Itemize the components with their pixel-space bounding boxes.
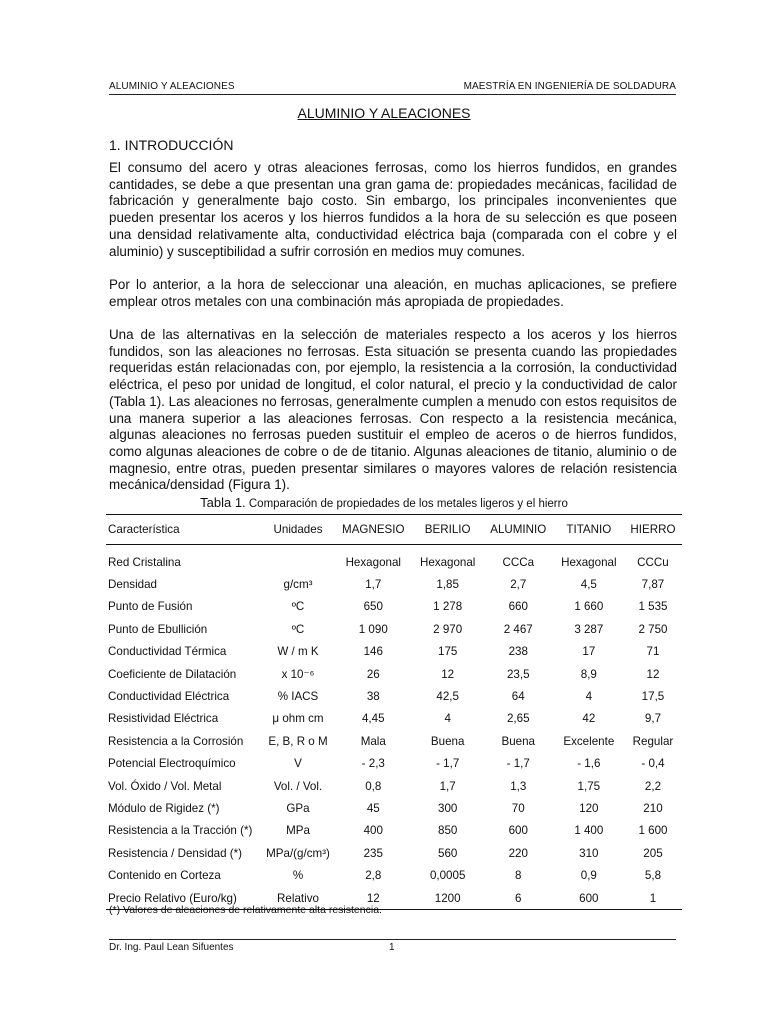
table-cell: Buena bbox=[501, 734, 536, 748]
table-row bbox=[106, 641, 682, 663]
table-cell: Resistencia a la Tracción (*) bbox=[108, 824, 253, 838]
table-cell: Potencial Electroquímico bbox=[108, 757, 236, 771]
table-cell: 2 970 bbox=[433, 622, 463, 636]
table-cell: MPa/(g/cm³) bbox=[266, 846, 330, 860]
table-cell: 17 bbox=[582, 645, 596, 659]
table-cell: 7,87 bbox=[641, 578, 665, 592]
table-cell: 205 bbox=[643, 846, 663, 860]
table-row bbox=[106, 730, 682, 752]
table-cell: Vol. Óxido / Vol. Metal bbox=[108, 779, 222, 793]
table-cell: 235 bbox=[363, 846, 383, 860]
table-row bbox=[106, 618, 682, 640]
table-cell: 6 bbox=[483, 887, 554, 910]
table-cell: Precio Relativo (Euro/kg) bbox=[106, 887, 262, 910]
table-cell: 2,2 bbox=[644, 779, 662, 793]
header-right: MAESTRÍA EN INGENIERÍA DE SOLDADURA bbox=[463, 81, 676, 92]
table-cell: Regular bbox=[632, 734, 674, 748]
running-header bbox=[109, 81, 676, 95]
table-cell: Punto de Fusión bbox=[108, 600, 193, 614]
paragraph-3: Una de las alternativas en la selección de materiales respecto a los aceros y los hierros fundidos, son las aleaciones no ferrosas. Esta situación se presenta cuando las propiedades requeridas están relacionadas con, por ejemplo, la resistencia a la corrosión, la conductividad eléctrica, el peso por unidad de longitud, el color natural, el precio y la conductividad de calor (Tabla 1). Las aleaciones no ferrosas, generalmente cumplen a menudo con estos requisitos de una manera superior a las aleaciones ferrosas. Con respecto a la resistencia mecánica, algunas aleaciones no ferrosas pueden sustituir el empleo de aceros o de hierros fundidos, como algunas aleaciones de cobre o de de titanio. Algunas aleaciones de titanio, aluminio o de magnesio, entre otras, pueden presentar similares o mayores valores de relación resistencia mecánica/densidad (Figura 1). bbox=[109, 327, 677, 493]
table-row bbox=[106, 797, 682, 819]
table-cell: 0,8 bbox=[365, 779, 382, 793]
table-cell: 0,9 bbox=[580, 869, 597, 883]
table-caption-label: Tabla 1. bbox=[200, 495, 246, 510]
header-left: ALUMINIO Y ALEACIONES bbox=[109, 81, 235, 92]
table-cell: - 2,3 bbox=[361, 757, 385, 771]
table-row bbox=[106, 545, 682, 574]
table-cell: 650 bbox=[363, 600, 383, 614]
table-cell: 12 bbox=[646, 667, 660, 681]
table-cell: Buena bbox=[430, 734, 465, 748]
table-cell: 1,85 bbox=[436, 578, 459, 592]
table-cell: - 1,7 bbox=[436, 757, 460, 771]
table-cell: 64 bbox=[511, 690, 525, 704]
table-cell: 1 400 bbox=[574, 824, 604, 838]
table-cell: 12 bbox=[441, 667, 455, 681]
table-cell: % bbox=[292, 869, 304, 883]
table-cell: μ ohm cm bbox=[272, 712, 324, 726]
table-cell: Módulo de Rigidez (*) bbox=[108, 801, 220, 815]
table-cell: Hexagonal bbox=[561, 555, 617, 569]
table-cell: Vol. / Vol. bbox=[273, 779, 323, 793]
table-cell: 4 bbox=[444, 712, 451, 726]
table-cell: 2 750 bbox=[638, 622, 668, 636]
table-cell: 560 bbox=[438, 846, 458, 860]
table-cell: 45 bbox=[366, 801, 380, 815]
table-cell: 1,7 bbox=[365, 578, 382, 592]
table-cell: - 1,6 bbox=[577, 757, 601, 771]
table-cell: Hexagonal bbox=[345, 555, 401, 569]
table-cell: 5,8 bbox=[644, 869, 662, 883]
table-cell: Coeficiente de Dilatación bbox=[108, 667, 237, 681]
table-cell: 1200 bbox=[413, 887, 483, 910]
table-cell: 146 bbox=[363, 645, 383, 659]
table-cell: Hexagonal bbox=[419, 555, 476, 569]
table-cell: 4,5 bbox=[580, 578, 597, 592]
table-cell: 2 467 bbox=[503, 622, 533, 636]
table-cell: 1 660 bbox=[574, 600, 604, 614]
table-cell: 4,45 bbox=[361, 712, 385, 726]
table-row bbox=[106, 842, 682, 864]
table-cell: 38 bbox=[366, 690, 380, 704]
table-cell: Excelente bbox=[563, 734, 615, 748]
table-cell: g/cm³ bbox=[283, 578, 313, 592]
table-cell: 1 535 bbox=[638, 600, 668, 614]
table-header-cell: HIERRO bbox=[624, 515, 682, 545]
table-cell: Conductividad Eléctrica bbox=[108, 690, 230, 704]
table-cell: - 0,4 bbox=[641, 757, 665, 771]
table-cell: 660 bbox=[508, 600, 528, 614]
table-cell: 2,7 bbox=[510, 578, 527, 592]
table-header-cell: Unidades bbox=[262, 515, 334, 545]
table-cell: 1,7 bbox=[439, 779, 456, 793]
table-row bbox=[106, 663, 682, 685]
table-header-cell: MAGNESIO bbox=[334, 515, 413, 545]
table-cell: 42 bbox=[582, 712, 596, 726]
table-header-cell: TITANIO bbox=[554, 515, 624, 545]
table-cell: 26 bbox=[366, 667, 380, 681]
table-cell: Conductividad Térmica bbox=[108, 645, 227, 659]
table-cell: Contenido en Corteza bbox=[108, 869, 221, 883]
table-cell: 70 bbox=[511, 801, 525, 815]
table-cell: % IACS bbox=[277, 690, 319, 704]
table-cell: 220 bbox=[508, 846, 528, 860]
table-cell: 23,5 bbox=[506, 667, 530, 681]
table-cell: Resistividad Eléctrica bbox=[108, 712, 219, 726]
table-cell: Resistencia a la Corrosión bbox=[108, 734, 244, 748]
table-cell: 850 bbox=[438, 824, 458, 838]
table-cell: 17,5 bbox=[641, 690, 665, 704]
table-row bbox=[106, 864, 682, 886]
table-cell: CCCa bbox=[502, 555, 535, 569]
table-cell: x 10⁻⁶ bbox=[281, 668, 315, 682]
table-cell: 8,9 bbox=[580, 667, 597, 681]
table-cell: 1,3 bbox=[510, 779, 527, 793]
paragraph-1: El consumo del acero y otras aleaciones ferrosas, como los hierros fundidos, en grandes cantidades, se debe a que presentan una gran gama de: propiedades mecánicas, facilidad de fabricación y generalmente bajo costo. Sin embargo, los principales inconvenientes que pueden presentar los aceros y los hierros fundidos a la hora de su selección es que poseen una densidad relativamente alta, conductividad eléctrica baja (comparada con el cobre y el aluminio) y susceptibilidad a sufrir corrosión en medios muy comunes. bbox=[109, 160, 677, 259]
properties-table bbox=[106, 514, 682, 910]
table-cell: ºC bbox=[291, 600, 305, 614]
table-cell: 42,5 bbox=[436, 690, 459, 704]
table-cell: 400 bbox=[363, 824, 383, 838]
table-cell: V bbox=[294, 757, 302, 771]
table-header-cell: BERILIO bbox=[413, 515, 483, 545]
table-caption-text: Comparación de propiedades de los metales ligeros y el hierro bbox=[245, 498, 568, 510]
table-cell: 1 090 bbox=[358, 622, 388, 636]
document-title: ALUMINIO Y ALEACIONES bbox=[297, 105, 471, 121]
table-cell: 600 bbox=[554, 887, 624, 910]
table-cell: 310 bbox=[579, 846, 599, 860]
table-cell: Relativo bbox=[262, 887, 334, 910]
table-cell: 71 bbox=[646, 645, 660, 659]
table-cell: 1 278 bbox=[433, 600, 463, 614]
table-row bbox=[106, 685, 682, 707]
table-row bbox=[106, 820, 682, 842]
table-cell: 175 bbox=[438, 645, 458, 659]
table-row bbox=[106, 596, 682, 618]
table-row bbox=[106, 775, 682, 797]
table-cell: 12 bbox=[334, 887, 413, 910]
table-cell: 4 bbox=[585, 690, 593, 704]
table-cell: 0,0005 bbox=[429, 869, 466, 883]
table-cell: CCCu bbox=[637, 555, 669, 569]
table-cell: 2,65 bbox=[506, 712, 530, 726]
table-cell: 1,75 bbox=[577, 779, 601, 793]
table-cell: 300 bbox=[438, 801, 458, 815]
table-cell: Punto de Ebullición bbox=[108, 622, 208, 636]
table-cell: GPa bbox=[286, 801, 310, 815]
table-cell: - 1,7 bbox=[506, 757, 530, 771]
table-cell: W / m K bbox=[277, 645, 319, 659]
table-cell: 9,7 bbox=[644, 712, 662, 726]
table-cell bbox=[262, 545, 334, 574]
table-header-row bbox=[106, 515, 682, 545]
table-footnote: (*) Valores de aleaciones de relativamente alta resistencia. bbox=[109, 904, 382, 916]
table-cell: 1 bbox=[624, 887, 682, 910]
table-cell: Densidad bbox=[108, 578, 157, 592]
table-cell: ºC bbox=[291, 622, 305, 636]
table-row bbox=[106, 573, 682, 595]
section-heading: 1. INTRODUCCIÓN bbox=[109, 137, 234, 153]
table-caption bbox=[0, 495, 768, 510]
table-cell: 210 bbox=[643, 801, 663, 815]
footer-author: Dr. Ing. Paul Lean Sifuentes bbox=[109, 942, 234, 953]
paragraph-2: Por lo anterior, a la hora de seleccionar una aleación, en muchas aplicaciones, se prefiere emplear otros metales con una combinación más apropiada de propiedades. bbox=[109, 277, 677, 309]
table-row bbox=[106, 708, 682, 730]
table-cell: 120 bbox=[579, 801, 599, 815]
table-header-cell: Característica bbox=[106, 515, 262, 545]
table-cell: 2,8 bbox=[365, 869, 382, 883]
table-cell: 8 bbox=[515, 869, 522, 883]
table-cell: 600 bbox=[508, 824, 528, 838]
table-header-cell: ALUMINIO bbox=[483, 515, 554, 545]
table-row bbox=[106, 753, 682, 775]
table-cell: MPa bbox=[286, 824, 310, 838]
footer-rule bbox=[109, 939, 676, 940]
table-cell: Mala bbox=[360, 734, 386, 748]
table-cell: 238 bbox=[508, 645, 528, 659]
table-cell: 3 287 bbox=[574, 622, 604, 636]
table-cell: Resistencia / Densidad (*) bbox=[108, 846, 243, 860]
table-cell: E, B, R o M bbox=[268, 734, 328, 748]
table-cell: Red Cristalina bbox=[108, 555, 181, 569]
table-cell: 1 600 bbox=[638, 824, 668, 838]
page-number: 1 bbox=[389, 942, 395, 953]
